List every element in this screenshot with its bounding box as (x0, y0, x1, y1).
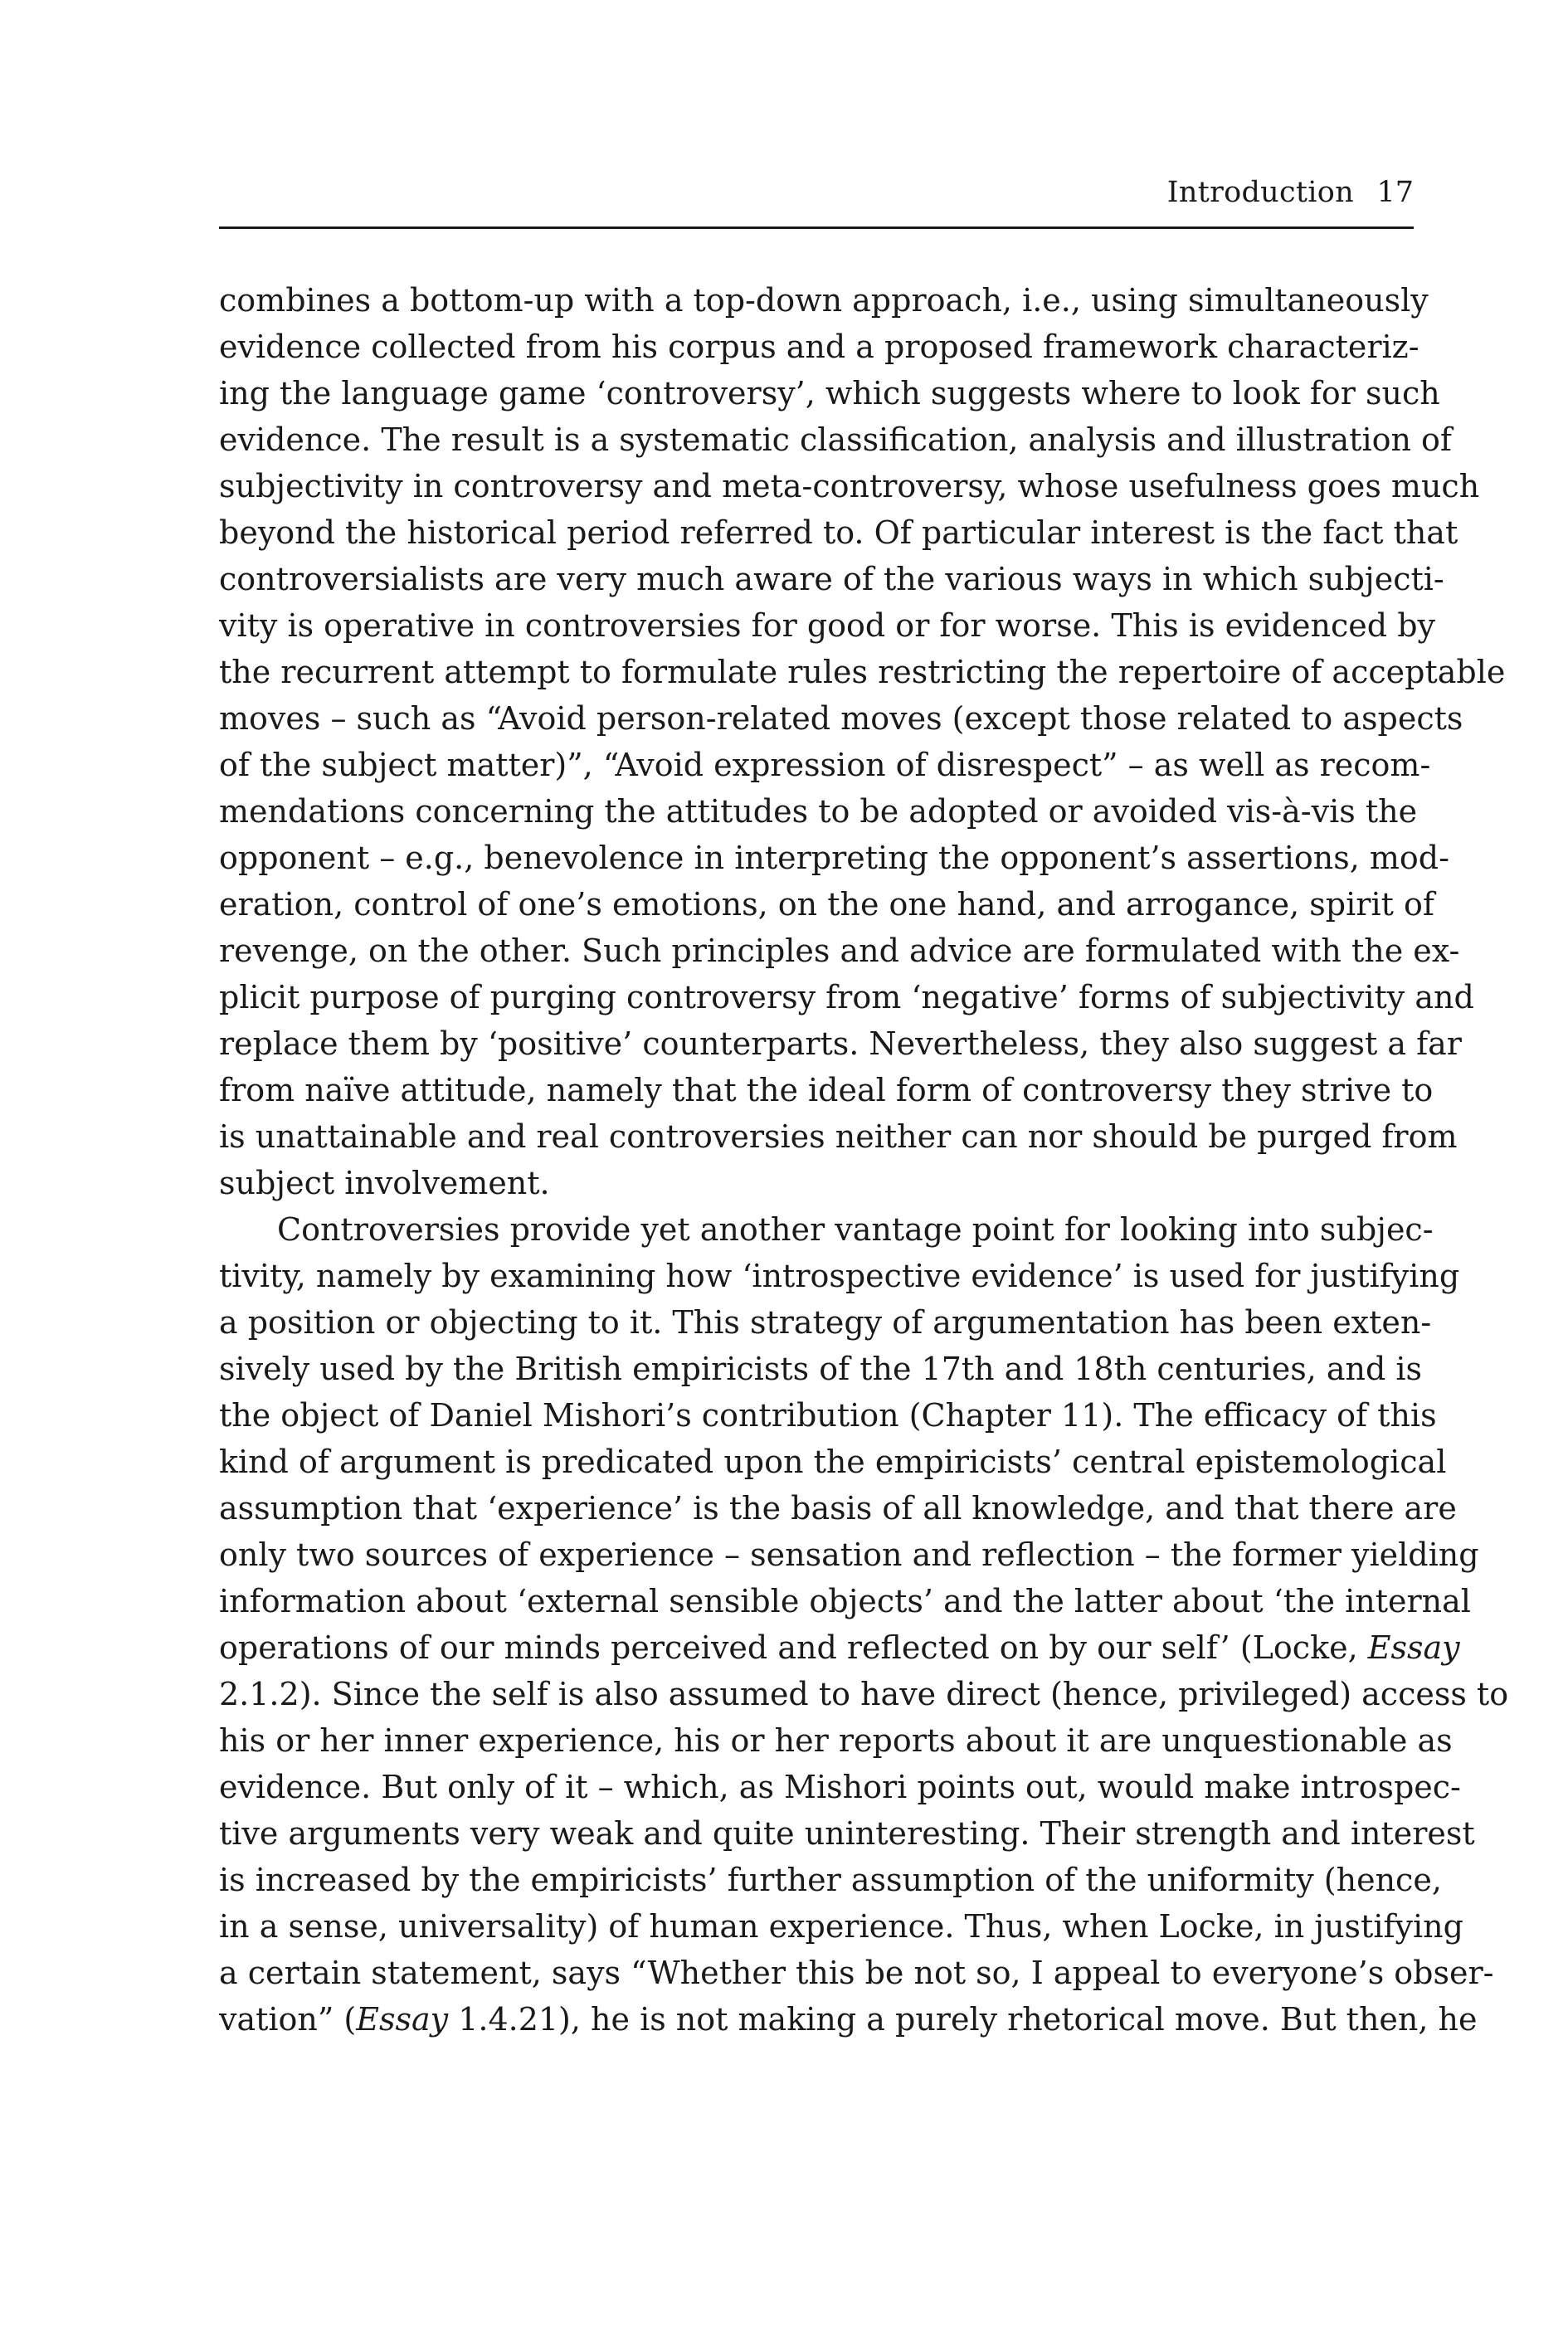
text-line: combines a bottom-up with a top-down approach, i.e., using simultaneously (219, 282, 1429, 319)
text-line: revenge, on the other. Such principles and advice are formulated with the ex- (219, 933, 1460, 969)
text-line: is unattainable and real controversies neither can nor should be purged from (219, 1118, 1458, 1155)
text-line: evidence. The result is a systematic classification, analysis and illustration of (219, 421, 1452, 458)
text-line: information about ‘external sensible objects’ and the latter about ‘the internal (219, 1583, 1471, 1619)
text-line: Controversies provide yet another vantage point for looking into subjec- (277, 1211, 1434, 1248)
text-line: tivity, namely by examining how ‘introspective evidence’ is used for justifying (219, 1258, 1460, 1294)
text-line: replace them by ‘positive’ counterparts. Nevertheless, they also suggest a far (219, 1025, 1462, 1062)
text-line: kind of argument is predicated upon the empiricists’ central epistemological (219, 1444, 1447, 1480)
work-title: Essay (356, 2001, 449, 2038)
text-line: mendations concerning the attitudes to be adopted or avoided vis-à-vis the (219, 793, 1418, 830)
text-line: vity is operative in controversies for good or for worse. This is evidenced by (219, 607, 1435, 644)
text-line: opponent – e.g., benevolence in interpreting the opponent’s assertions, mod- (219, 840, 1449, 876)
text-line: tive arguments very weak and quite uninteresting. Their strength and interest (219, 1815, 1475, 1852)
text-line: his or her inner experience, his or her reports about it are unquestionable as (219, 1722, 1453, 1759)
text-line: ing the language game ‘controversy’, which suggests where to look for such (219, 375, 1440, 411)
text-line: only two sources of experience – sensation and reflection – the former yielding (219, 1536, 1479, 1573)
text-line: in a sense, universality) of human experience. Thus, when Locke, in justifying (219, 1908, 1463, 1945)
text-line: subject involvement. (219, 1165, 550, 1201)
text-line: operations of our minds perceived and reflected on by our self’ (Locke, Essay (219, 1629, 1460, 1666)
text-line: from naïve attitude, namely that the ideal form of controversy they strive to (219, 1072, 1434, 1108)
running-header-title: Introduction (1166, 176, 1354, 209)
text-line: evidence collected from his corpus and a proposed framework characteriz- (219, 329, 1419, 365)
page-number: 17 (1376, 176, 1414, 209)
running-header (219, 166, 1414, 229)
text-line: assumption that ‘experience’ is the basis of all knowledge, and that there are (219, 1490, 1457, 1527)
text-line: subjectivity in controversy and meta-controversy, whose usefulness goes much (219, 468, 1480, 504)
text-line: moves – such as “Avoid person-related moves (except those related to aspects (219, 700, 1463, 737)
text-line: a certain statement, says “Whether this be not so, I appeal to everyone’s obser- (219, 1955, 1494, 1991)
text-line: the recurrent attempt to formulate rules restricting the repertoire of acceptable (219, 654, 1506, 690)
text-line: sively used by the British empiricists of the 17th and 18th centuries, and is (219, 1351, 1423, 1387)
work-title: Essay (1367, 1629, 1460, 1666)
body-text (219, 277, 1509, 2043)
text-line: controversialists are very much aware of the various ways in which subjecti- (219, 561, 1444, 597)
text-line: 2.1.2). Since the self is also assumed to have direct (hence, privileged) access to (219, 1676, 1509, 1712)
text-line: evidence. But only of it – which, as Mishori points out, would make introspec- (219, 1769, 1461, 1805)
text-line: eration, control of one’s emotions, on the one hand, and arrogance, spirit of (219, 886, 1434, 923)
text-line: the object of Daniel Mishori’s contribution (Chapter 11). The efficacy of this (219, 1397, 1437, 1434)
text-line: vation” (Essay 1.4.21), he is not making a purely rhetorical move. But then, he (219, 2001, 1478, 2038)
text-line: a position or objecting to it. This strategy of argumentation has been exten- (219, 1304, 1432, 1341)
text-line: plicit purpose of purging controversy from ‘negative’ forms of subjectivity and (219, 979, 1474, 1015)
text-line: of the subject matter)”, “Avoid expression of disrespect” – as well as recom- (219, 747, 1431, 783)
text-line: beyond the historical period referred to. Of particular interest is the fact that (219, 514, 1458, 551)
text-line: is increased by the empiricists’ further assumption of the uniformity (hence, (219, 1862, 1442, 1898)
